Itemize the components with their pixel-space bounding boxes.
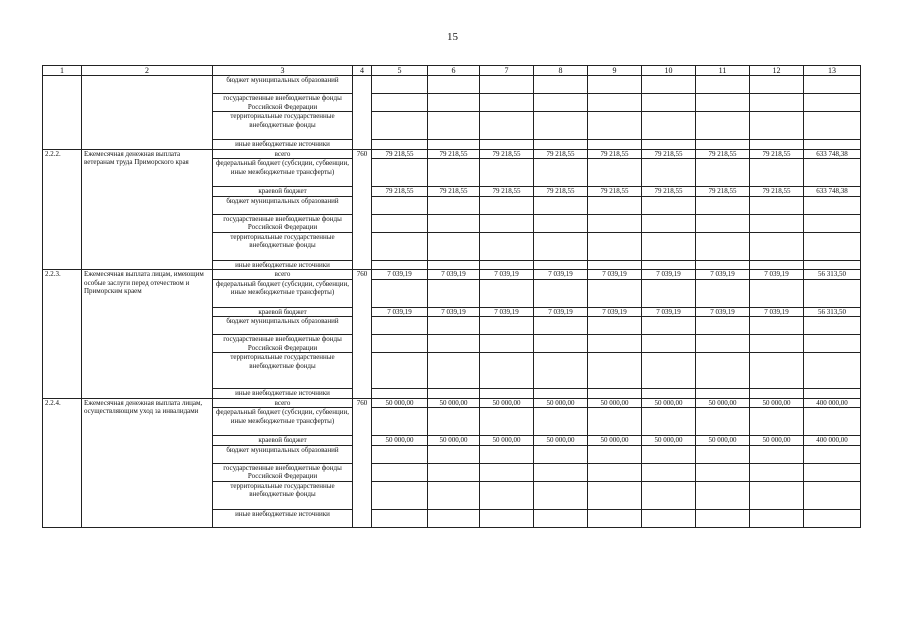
value-cell — [480, 232, 534, 260]
code-cell: 760 — [353, 149, 372, 270]
value-cell: 633 748,38 — [804, 149, 861, 159]
funding-source-cell: федеральный бюджет (субсидии, субвенции, иные межбюджетные трансферты) — [213, 408, 353, 436]
value-cell — [534, 353, 588, 389]
value-cell — [372, 140, 428, 150]
value-cell — [588, 94, 642, 112]
value-cell: 50 000,00 — [480, 436, 534, 446]
value-cell: 400 000,00 — [804, 436, 861, 446]
funding-source-cell: бюджет муниципальных образований — [213, 196, 353, 214]
value-cell — [642, 112, 696, 140]
value-cell — [588, 140, 642, 150]
value-cell — [696, 408, 750, 436]
code-cell: 760 — [353, 398, 372, 527]
value-cell — [804, 140, 861, 150]
value-cell — [696, 389, 750, 399]
value-cell: 7 039,19 — [642, 307, 696, 317]
value-cell — [480, 112, 534, 140]
value-cell — [696, 94, 750, 112]
value-cell — [804, 76, 861, 94]
value-cell: 400 000,00 — [804, 398, 861, 408]
value-cell: 79 218,55 — [588, 187, 642, 197]
value-cell: 79 218,55 — [696, 149, 750, 159]
column-header: 11 — [696, 66, 750, 76]
funding-source-cell: краевой бюджет — [213, 436, 353, 446]
value-cell — [480, 353, 534, 389]
value-cell — [372, 196, 428, 214]
value-cell — [696, 481, 750, 509]
value-cell — [750, 140, 804, 150]
table-row — [43, 398, 861, 408]
value-cell — [428, 481, 480, 509]
value-cell — [642, 159, 696, 187]
funding-source-cell: государственные внебюджетные фонды Российской Федерации — [213, 335, 353, 353]
value-cell — [642, 353, 696, 389]
value-cell — [804, 389, 861, 399]
value-cell: 79 218,55 — [372, 149, 428, 159]
value-cell — [480, 196, 534, 214]
funding-source-cell: государственные внебюджетные фонды Российской Федерации — [213, 463, 353, 481]
value-cell — [588, 481, 642, 509]
value-cell — [642, 509, 696, 527]
funding-source-cell: иные внебюджетные источники — [213, 389, 353, 399]
value-cell — [534, 335, 588, 353]
value-cell — [804, 232, 861, 260]
value-cell: 79 218,55 — [642, 187, 696, 197]
value-cell — [372, 159, 428, 187]
value-cell — [750, 94, 804, 112]
value-cell — [696, 76, 750, 94]
value-cell — [534, 463, 588, 481]
value-cell — [588, 76, 642, 94]
value-cell — [480, 463, 534, 481]
value-cell: 7 039,19 — [534, 307, 588, 317]
value-cell — [428, 260, 480, 270]
value-cell: 50 000,00 — [428, 398, 480, 408]
value-cell — [750, 445, 804, 463]
value-cell: 7 039,19 — [428, 307, 480, 317]
value-cell — [428, 214, 480, 232]
value-cell — [642, 335, 696, 353]
value-cell — [804, 112, 861, 140]
value-cell — [696, 232, 750, 260]
value-cell — [588, 353, 642, 389]
value-cell — [372, 481, 428, 509]
value-cell — [428, 196, 480, 214]
value-cell: 79 218,55 — [534, 149, 588, 159]
budget-table — [42, 65, 861, 528]
funding-source-cell: всего — [213, 270, 353, 280]
funding-source-cell: государственные внебюджетные фонды Российской Федерации — [213, 214, 353, 232]
value-cell: 7 039,19 — [696, 307, 750, 317]
value-cell — [642, 196, 696, 214]
value-cell — [750, 76, 804, 94]
funding-source-cell: всего — [213, 149, 353, 159]
value-cell — [372, 232, 428, 260]
value-cell — [534, 509, 588, 527]
value-cell — [642, 94, 696, 112]
value-cell — [428, 112, 480, 140]
value-cell — [696, 214, 750, 232]
value-cell: 79 218,55 — [372, 187, 428, 197]
value-cell — [372, 353, 428, 389]
value-cell — [696, 445, 750, 463]
value-cell — [696, 279, 750, 307]
value-cell — [480, 445, 534, 463]
value-cell — [804, 279, 861, 307]
value-cell — [588, 509, 642, 527]
funding-source-cell: краевой бюджет — [213, 307, 353, 317]
value-cell — [480, 214, 534, 232]
value-cell — [480, 159, 534, 187]
value-cell — [480, 140, 534, 150]
funding-source-cell: бюджет муниципальных образований — [213, 317, 353, 335]
value-cell — [588, 445, 642, 463]
value-cell — [642, 445, 696, 463]
value-cell — [372, 463, 428, 481]
value-cell — [372, 445, 428, 463]
value-cell — [750, 389, 804, 399]
item-name-cell: Ежемесячная денежная выплата ветеранам труда Приморского края — [82, 149, 213, 270]
value-cell — [696, 509, 750, 527]
value-cell — [696, 463, 750, 481]
value-cell: 79 218,55 — [534, 187, 588, 197]
value-cell — [428, 94, 480, 112]
value-cell: 79 218,55 — [428, 187, 480, 197]
value-cell — [588, 408, 642, 436]
value-cell — [480, 76, 534, 94]
value-cell — [642, 463, 696, 481]
value-cell — [696, 196, 750, 214]
value-cell: 79 218,55 — [480, 187, 534, 197]
value-cell — [534, 94, 588, 112]
value-cell — [428, 279, 480, 307]
value-cell: 50 000,00 — [642, 436, 696, 446]
value-cell: 50 000,00 — [534, 436, 588, 446]
value-cell: 79 218,55 — [480, 149, 534, 159]
value-cell — [804, 445, 861, 463]
value-cell — [588, 279, 642, 307]
value-cell — [372, 317, 428, 335]
value-cell — [372, 76, 428, 94]
value-cell: 50 000,00 — [750, 398, 804, 408]
value-cell — [534, 140, 588, 150]
column-header: 3 — [213, 66, 353, 76]
value-cell — [588, 214, 642, 232]
value-cell — [480, 94, 534, 112]
value-cell: 50 000,00 — [750, 436, 804, 446]
table-row — [43, 76, 861, 94]
value-cell: 7 039,19 — [480, 270, 534, 280]
table-row — [43, 270, 861, 280]
value-cell — [534, 214, 588, 232]
value-cell — [372, 509, 428, 527]
value-cell — [750, 159, 804, 187]
value-cell: 50 000,00 — [534, 398, 588, 408]
funding-source-cell: территориальные государственные внебюджетные фонды — [213, 353, 353, 389]
value-cell — [696, 353, 750, 389]
value-cell — [750, 317, 804, 335]
value-cell — [372, 260, 428, 270]
value-cell — [750, 196, 804, 214]
value-cell — [588, 196, 642, 214]
value-cell: 7 039,19 — [642, 270, 696, 280]
value-cell — [480, 260, 534, 270]
value-cell — [480, 389, 534, 399]
value-cell — [372, 214, 428, 232]
value-cell: 7 039,19 — [750, 270, 804, 280]
value-cell — [534, 408, 588, 436]
column-header: 8 — [534, 66, 588, 76]
value-cell — [804, 94, 861, 112]
value-cell — [428, 335, 480, 353]
funding-source-cell: территориальные государственные внебюджетные фонды — [213, 481, 353, 509]
funding-source-cell: территориальные государственные внебюджетные фонды — [213, 112, 353, 140]
value-cell — [804, 335, 861, 353]
value-cell — [804, 260, 861, 270]
value-cell — [804, 159, 861, 187]
value-cell — [534, 232, 588, 260]
funding-source-cell: иные внебюджетные источники — [213, 260, 353, 270]
value-cell: 7 039,19 — [534, 270, 588, 280]
value-cell: 79 218,55 — [588, 149, 642, 159]
value-cell: 79 218,55 — [696, 187, 750, 197]
value-cell: 79 218,55 — [428, 149, 480, 159]
value-cell — [750, 353, 804, 389]
value-cell — [534, 481, 588, 509]
code-cell — [353, 76, 372, 150]
item-number-cell — [43, 76, 82, 150]
value-cell — [642, 214, 696, 232]
value-cell: 7 039,19 — [480, 307, 534, 317]
item-number-cell: 2.2.2. — [43, 149, 82, 270]
column-header: 6 — [428, 66, 480, 76]
value-cell: 7 039,19 — [372, 270, 428, 280]
column-header: 7 — [480, 66, 534, 76]
value-cell — [480, 509, 534, 527]
value-cell — [428, 509, 480, 527]
value-cell — [750, 232, 804, 260]
value-cell — [480, 481, 534, 509]
value-cell — [696, 140, 750, 150]
item-name-cell — [82, 76, 213, 150]
value-cell — [750, 509, 804, 527]
value-cell: 79 218,55 — [750, 187, 804, 197]
value-cell — [696, 317, 750, 335]
value-cell — [534, 76, 588, 94]
value-cell — [696, 159, 750, 187]
value-cell — [480, 317, 534, 335]
value-cell — [428, 232, 480, 260]
value-cell: 50 000,00 — [480, 398, 534, 408]
column-header: 13 — [804, 66, 861, 76]
value-cell: 633 748,38 — [804, 187, 861, 197]
value-cell — [588, 112, 642, 140]
funding-source-cell: государственные внебюджетные фонды Российской Федерации — [213, 94, 353, 112]
column-header: 4 — [353, 66, 372, 76]
column-header: 10 — [642, 66, 696, 76]
funding-source-cell: краевой бюджет — [213, 187, 353, 197]
value-cell: 50 000,00 — [372, 436, 428, 446]
value-cell — [588, 389, 642, 399]
value-cell — [534, 196, 588, 214]
value-cell — [642, 317, 696, 335]
value-cell — [428, 140, 480, 150]
value-cell: 7 039,19 — [750, 307, 804, 317]
value-cell — [750, 260, 804, 270]
value-cell — [372, 389, 428, 399]
value-cell — [696, 335, 750, 353]
value-cell — [428, 159, 480, 187]
value-cell — [750, 214, 804, 232]
table-row — [43, 149, 861, 159]
value-cell — [428, 317, 480, 335]
funding-source-cell: федеральный бюджет (субсидии, субвенции, иные межбюджетные трансферты) — [213, 279, 353, 307]
value-cell — [588, 463, 642, 481]
value-cell — [428, 463, 480, 481]
value-cell — [642, 260, 696, 270]
code-cell: 760 — [353, 270, 372, 399]
item-name-cell: Ежемесячная выплата лицам, имеющим особые заслуги перед отечеством и Приморским краем — [82, 270, 213, 399]
value-cell — [588, 159, 642, 187]
value-cell — [804, 353, 861, 389]
value-cell — [642, 279, 696, 307]
value-cell — [428, 389, 480, 399]
column-header: 1 — [43, 66, 82, 76]
value-cell — [804, 317, 861, 335]
value-cell — [534, 112, 588, 140]
value-cell — [588, 317, 642, 335]
value-cell — [428, 353, 480, 389]
value-cell — [588, 335, 642, 353]
value-cell — [372, 335, 428, 353]
value-cell — [750, 463, 804, 481]
value-cell — [642, 408, 696, 436]
value-cell — [372, 408, 428, 436]
value-cell — [804, 196, 861, 214]
item-name-cell: Ежемесячная денежная выплата лицам, осуществляющим уход за инвалидами — [82, 398, 213, 527]
value-cell: 7 039,19 — [372, 307, 428, 317]
column-header: 2 — [82, 66, 213, 76]
value-cell: 7 039,19 — [588, 307, 642, 317]
value-cell — [804, 481, 861, 509]
funding-source-cell: бюджет муниципальных образований — [213, 445, 353, 463]
value-cell — [642, 76, 696, 94]
header-row — [43, 66, 861, 76]
value-cell — [696, 260, 750, 270]
value-cell — [750, 335, 804, 353]
value-cell: 50 000,00 — [428, 436, 480, 446]
table-body — [43, 66, 861, 528]
value-cell — [588, 260, 642, 270]
value-cell — [534, 389, 588, 399]
value-cell: 50 000,00 — [588, 398, 642, 408]
value-cell — [428, 76, 480, 94]
value-cell — [480, 408, 534, 436]
funding-source-cell: иные внебюджетные источники — [213, 140, 353, 150]
value-cell — [804, 214, 861, 232]
value-cell: 50 000,00 — [696, 398, 750, 408]
value-cell — [804, 463, 861, 481]
value-cell — [642, 232, 696, 260]
funding-source-cell: всего — [213, 398, 353, 408]
value-cell — [534, 260, 588, 270]
value-cell — [534, 159, 588, 187]
value-cell — [750, 112, 804, 140]
value-cell: 79 218,55 — [750, 149, 804, 159]
value-cell — [642, 389, 696, 399]
column-header: 12 — [750, 66, 804, 76]
value-cell: 50 000,00 — [372, 398, 428, 408]
value-cell: 50 000,00 — [696, 436, 750, 446]
value-cell: 7 039,19 — [696, 270, 750, 280]
value-cell: 79 218,55 — [642, 149, 696, 159]
funding-source-cell: федеральный бюджет (субсидии, субвенции, иные межбюджетные трансферты) — [213, 159, 353, 187]
item-number-cell: 2.2.4. — [43, 398, 82, 527]
value-cell — [428, 408, 480, 436]
value-cell — [534, 317, 588, 335]
value-cell: 50 000,00 — [642, 398, 696, 408]
value-cell — [372, 112, 428, 140]
value-cell — [588, 232, 642, 260]
value-cell — [534, 445, 588, 463]
value-cell: 56 313,50 — [804, 307, 861, 317]
value-cell — [642, 140, 696, 150]
value-cell — [750, 279, 804, 307]
page-number: 15 — [447, 31, 458, 43]
column-header: 9 — [588, 66, 642, 76]
value-cell — [750, 481, 804, 509]
value-cell — [804, 509, 861, 527]
value-cell — [642, 481, 696, 509]
value-cell: 7 039,19 — [588, 270, 642, 280]
item-number-cell: 2.2.3. — [43, 270, 82, 399]
value-cell — [480, 279, 534, 307]
value-cell — [428, 445, 480, 463]
column-header: 5 — [372, 66, 428, 76]
value-cell — [696, 112, 750, 140]
value-cell: 7 039,19 — [428, 270, 480, 280]
funding-source-cell: иные внебюджетные источники — [213, 509, 353, 527]
value-cell — [534, 279, 588, 307]
value-cell: 50 000,00 — [588, 436, 642, 446]
value-cell: 56 313,50 — [804, 270, 861, 280]
value-cell — [750, 408, 804, 436]
value-cell — [480, 335, 534, 353]
value-cell — [804, 408, 861, 436]
value-cell — [372, 279, 428, 307]
funding-source-cell: территориальные государственные внебюджетные фонды — [213, 232, 353, 260]
value-cell — [372, 94, 428, 112]
funding-source-cell: бюджет муниципальных образований — [213, 76, 353, 94]
